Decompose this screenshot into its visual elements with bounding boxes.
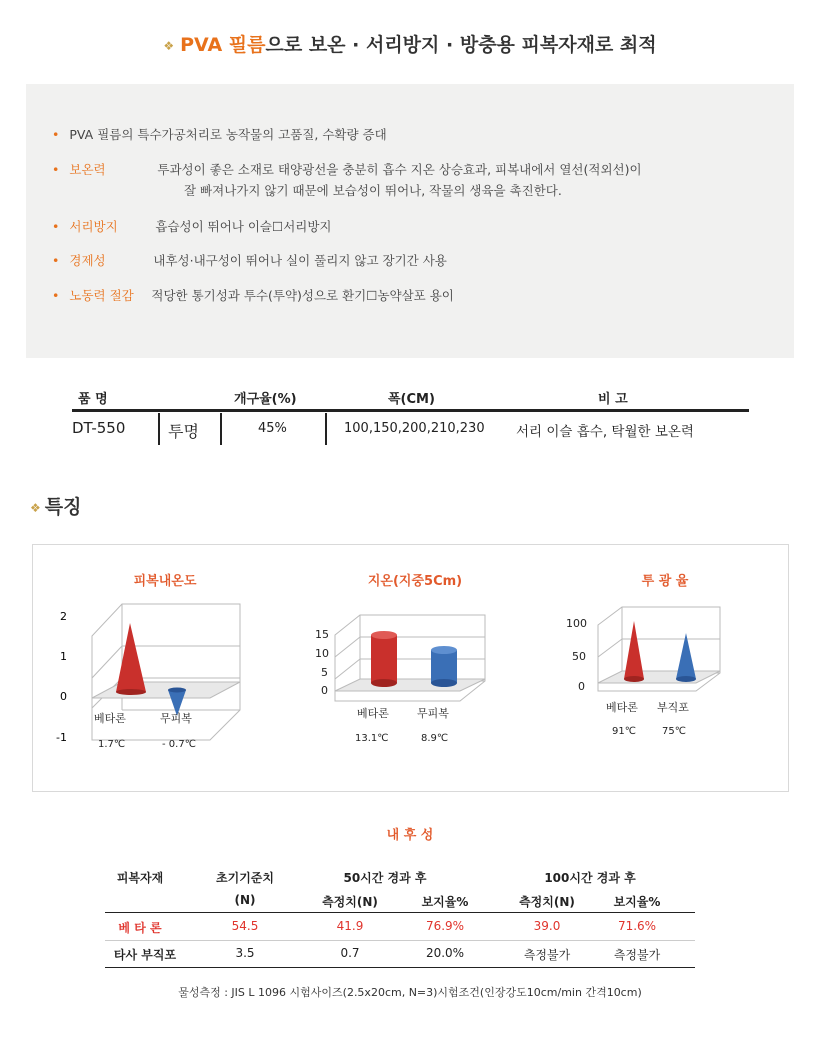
bullet-text: 내후성·내구성이 뛰어나 실이 풀리지 않고 장기간 사용: [153, 253, 447, 268]
chart-ytick: 5: [321, 666, 328, 679]
dur-row-measured-50: 0.7: [340, 946, 360, 960]
chart-bar-nonwoven: [676, 633, 696, 679]
chart-frame: [335, 615, 485, 701]
dur-header-measured-50: 측정치(N): [322, 895, 378, 909]
dur-row-retention-100: 71.6%: [617, 919, 657, 933]
diamond-bullet-icon: ❖: [163, 38, 175, 53]
dur-header-initial: 초기기준치: [216, 871, 274, 885]
chart-bar-betaron-base: [116, 689, 146, 695]
dur-divider: [105, 940, 695, 941]
chart-category-label: 부직포: [657, 701, 689, 714]
dur-header-retention-50: 보지율%: [421, 895, 469, 909]
spec-header-opening: 개구율(%): [234, 392, 297, 407]
spec-opening-rate: 45%: [258, 421, 287, 436]
bullet-dot-icon: •: [52, 127, 60, 142]
dur-header-50h: 50시간 경과 후: [343, 871, 427, 885]
bullet-item-warmth: [52, 160, 642, 180]
chart-bar-betaron: [116, 623, 146, 692]
bullet-text: 적당한 통기성과 투수(투약)성으로 환기☐농약살포 용이: [151, 288, 454, 303]
chart-ytick: 0: [578, 680, 585, 693]
title-accent: PVA 필름: [180, 34, 266, 56]
chart-inner-temp: [50, 598, 260, 758]
chart-bar-betaron: [371, 635, 397, 683]
chart-value-label: 8.9℃: [421, 733, 449, 744]
bullet-dot-icon: •: [52, 253, 60, 268]
chart-title-transmittance: 투 광 율: [641, 574, 689, 589]
spec-header-name: 품 명: [78, 392, 108, 407]
spec-widths: 100,150,200,210,230: [344, 421, 485, 436]
spec-product-code: DT-550: [72, 419, 126, 437]
chart-ytick: 0: [60, 690, 67, 703]
dur-row-measured-50: 41.9: [336, 919, 364, 933]
page-title: [0, 30, 820, 57]
bullet-item-economy: [52, 251, 447, 271]
spec-header-width: 폭(CM): [388, 392, 435, 407]
chart-category-label: 무피복: [417, 707, 449, 720]
dur-row-retention-50: 20.0%: [425, 946, 465, 960]
chart-title-inner-temp: 피복내온도: [133, 574, 197, 589]
dur-header-retention-100: 보지율%: [613, 895, 661, 909]
chart-ytick: 1: [60, 650, 67, 663]
dur-row-name: 타사 부직포: [113, 948, 177, 962]
dur-header-material: 피복자재: [116, 871, 164, 885]
chart-bar-nonwoven-base: [676, 676, 696, 682]
bullet-label: 노동력 절감: [69, 288, 134, 303]
dur-header-measured-100: 측정치(N): [519, 895, 575, 909]
dur-row-retention-100: 측정불가: [613, 948, 661, 962]
bullet-text-continued: [184, 181, 562, 201]
chart-category-label: 베타론: [94, 712, 126, 725]
chart-bar-nocover-base: [168, 688, 186, 693]
spec-col-separator: [158, 413, 160, 445]
diamond-bullet-icon: ❖: [30, 500, 41, 515]
chart-bar-betaron-top: [371, 631, 397, 639]
bullet-text-line2: 잘 빠져나가지 않기 때문에 보습성이 뛰어나, 작물의 생육을 촉진한다.: [184, 183, 562, 198]
spec-product-type: 투명: [168, 422, 199, 441]
spec-header-remarks: 비 고: [598, 392, 628, 407]
bullet-text: 흡습성이 뛰어나 이슬☐서리방지: [155, 219, 332, 234]
chart-bar-nocover-top: [431, 646, 457, 654]
dur-divider: [105, 912, 695, 913]
dur-row-initial: 3.5: [235, 946, 255, 960]
test-method-note: 물성측정 : JIS L 1096 시험사이즈(2.5x20cm, N=3)시험조건(인장강도10cm/min 간격10cm): [178, 986, 642, 999]
chart-category-label: 베타론: [606, 701, 638, 714]
bullet-text: 투과성이 좋은 소재로 태양광선을 충분히 흡수 지온 상승효과, 피복내에서 열선(적외선)이: [157, 162, 642, 177]
bullet-label: 경제성: [69, 253, 106, 268]
bullet-text: PVA 필름의 특수가공처리로 농작물의 고품질, 수확량 증대: [69, 127, 387, 142]
dur-row-measured-100: 39.0: [533, 919, 561, 933]
bullet-item-labor: [52, 286, 454, 306]
chart-value-label: 1.7℃: [98, 739, 126, 750]
spec-remarks: 서리 이슬 흡수, 탁월한 보온력: [516, 424, 694, 440]
bullet-item-frost: [52, 217, 332, 237]
chart-value-label: 91℃: [612, 726, 636, 737]
chart-bar-betaron-base: [624, 676, 644, 682]
chart-ytick: 100: [566, 617, 587, 630]
bullet-dot-icon: •: [52, 219, 60, 234]
chart-ytick: -1: [56, 731, 67, 744]
dur-header-initial-unit: (N): [234, 893, 256, 907]
chart-category-label: 베타론: [357, 707, 389, 720]
chart-ytick: 15: [315, 628, 329, 641]
chart-value-label: 75℃: [662, 726, 686, 737]
dur-row-measured-100: 측정불가: [523, 948, 571, 962]
bullet-item-quality: [52, 125, 387, 145]
bullet-label: 서리방지: [69, 219, 118, 234]
chart-frame: [598, 607, 720, 691]
spec-col-separator: [220, 413, 222, 445]
bullet-dot-icon: •: [52, 162, 60, 177]
section-label: 특징: [44, 496, 82, 518]
bullet-dot-icon: •: [52, 288, 60, 303]
dur-row-retention-50: 76.9%: [425, 919, 465, 933]
chart-value-label: 13.1℃: [355, 733, 389, 744]
chart-ytick: 2: [60, 610, 67, 623]
section-heading-features: [30, 492, 81, 519]
chart-bar-betaron-base: [371, 679, 397, 687]
chart-ytick: 50: [572, 650, 586, 663]
dur-header-100h: 100시간 경과 후: [544, 871, 636, 885]
chart-soil-temp: [305, 605, 505, 750]
dur-divider: [105, 967, 695, 968]
dur-row-initial: 54.5: [231, 919, 259, 933]
chart-bar-nocover-base: [431, 679, 457, 687]
title-rest: 으로 보온 · 서리방지 · 방충용 피복자재로 최적: [265, 34, 657, 56]
durability-title: 내 후 성: [386, 828, 434, 843]
chart-title-soil-temp: 지온(지중5Cm): [367, 574, 463, 589]
chart-bar-nocover: [431, 650, 457, 683]
spec-col-separator: [325, 413, 327, 445]
bullet-label: 보온력: [69, 162, 106, 177]
chart-category-label: 무피복: [160, 712, 192, 725]
chart-bar-betaron: [624, 621, 644, 679]
chart-value-label: - 0.7℃: [162, 739, 196, 750]
spec-divider: [72, 409, 749, 412]
chart-transmittance: [560, 605, 760, 745]
dur-row-name: 베 타 론: [118, 921, 162, 935]
chart-ytick: 0: [321, 684, 328, 697]
chart-ytick: 10: [315, 647, 329, 660]
